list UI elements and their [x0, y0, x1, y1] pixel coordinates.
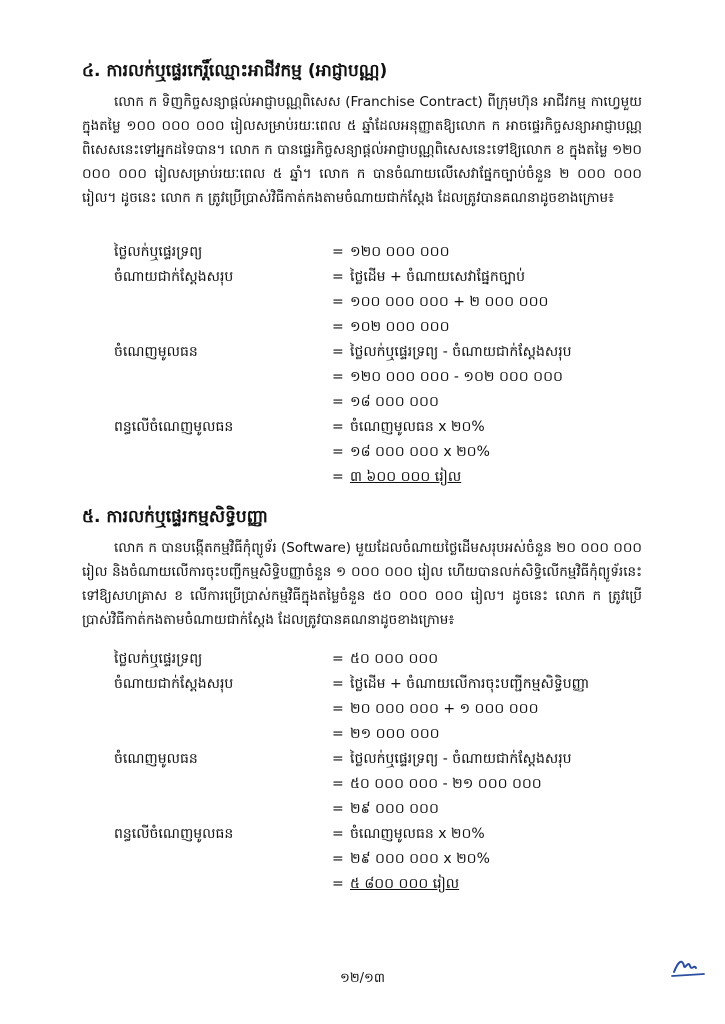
calc-label: ពន្ធលើចំណេញមូលធន	[114, 826, 234, 842]
calc-equals: =	[332, 469, 344, 485]
calc-equals: =	[332, 801, 344, 817]
calc-result: ៥ ៨០០ ០០០ រៀល	[350, 876, 460, 892]
calc-value: ២០ ០០០ ០០០ + ១ ០០០ ០០០	[350, 701, 539, 717]
calc-equals: =	[332, 344, 344, 360]
calc-equals: =	[332, 676, 344, 692]
section-5-heading: ៥. ការលក់ឬផ្ទេរកម្មសិទ្ធិបញ្ញា	[82, 507, 268, 527]
calc-label: ចំណេញមូលធន	[114, 344, 198, 360]
calc-value: ២៩ ០០០ ០០០	[350, 801, 439, 817]
section-5-paragraph	[82, 536, 642, 632]
calc-equals: =	[332, 876, 344, 892]
calc-value: ១២០ ០០០ ០០០	[350, 244, 450, 260]
calc-value: ចំណេញមូលធន x ២០%	[350, 419, 485, 435]
calc-equals: =	[332, 651, 344, 667]
calc-value: ៥០ ០០០ ០០០	[350, 651, 439, 667]
calc-value: ៥០ ០០០ ០០០ - ២១ ០០០ ០០០	[350, 776, 542, 792]
calc-equals: =	[332, 394, 344, 410]
calc-equals: =	[332, 701, 344, 717]
calc-label: ចំណាយជាក់ស្តែងសរុប	[114, 269, 234, 285]
calc-value: ១៨ ០០០ ០០០ x ២០%	[350, 444, 490, 460]
calc-equals: =	[332, 751, 344, 767]
calc-value: ១២០ ០០០ ០០០ - ១០២ ០០០ ០០០	[350, 369, 563, 385]
calc-label: ថ្លៃលក់ឬផ្ទេរទ្រព្យ	[114, 244, 203, 260]
calc-equals: =	[332, 419, 344, 435]
calc-label: ពន្ធលើចំណេញមូលធន	[114, 419, 234, 435]
calc-value: ថ្លៃដើម + ចំណាយលើការចុះបញ្ជីកម្មសិទ្ធិបញ្ញា	[350, 676, 590, 692]
calc-equals: =	[332, 244, 344, 260]
section-4-paragraph-text: លោក ក ទិញកិច្ចសន្យាផ្តល់អាជ្ញាបណ្ណពិសេស (Franchise Contract) ពីក្រុមហ៊ុន អាជីវកម្ម កាហ្វេមួយក្នុងតម្លៃ ១០០ ០០០ ០០០ រៀលសម្រាប់រយៈពេល ៥ ឆ្នាំដែលអនុញ្ញាតឱ្យលោក ក អាចផ្ទេរកិច្ចសន្យាអាជ្ញាបណ្ណពិសេសនេះទៅអ្នកដទៃបាន។ លោក ក បានផ្ទេរកិច្ចសន្យាផ្តល់អាជ្ញាបណ្ណពិសេសនេះទៅឱ្យលោក ខ ក្នុងតម្លៃ ១២០ ០០០ ០០០ រៀលសម្រាប់រយៈពេល ៥ ឆ្នាំ។ លោក ក បានចំណាយលើសេវាផ្នែកច្បាប់ចំនួន ២ ០០០ ០០០ រៀល។ ដូចនេះ លោក ក ត្រូវប្រើប្រាស់វិធីកាត់កងតាមចំណាយជាក់ស្តែង ដែលត្រូវបានគណនាដូចខាងក្រោម៖	[82, 94, 642, 206]
calc-value: ចំណេញមូលធន x ២០%	[350, 826, 485, 842]
signature-mark-icon	[668, 952, 708, 980]
calc-equals: =	[332, 826, 344, 842]
section-4-heading: ៤. ការលក់ឬផ្ទេរកេរ្តិ៍ឈ្មោះអាជីវកម្ម (អាជ្ញាបណ្ណ)	[82, 61, 388, 81]
calc-label: ចំណាយជាក់ស្តែងសរុប	[114, 676, 234, 692]
calc-value: ២១ ០០០ ០០០	[350, 726, 440, 742]
calc-equals: =	[332, 726, 344, 742]
calc-value: ១០០ ០០០ ០០០ + ២ ០០០ ០០០	[350, 294, 549, 310]
page-number: ១២/១៣	[339, 971, 385, 986]
calc-equals: =	[332, 369, 344, 385]
calc-value: ១០២ ០០០ ០០០	[350, 319, 450, 335]
calc-result: ៣ ៦០០ ០០០ រៀល	[350, 469, 462, 485]
calc-equals: =	[332, 776, 344, 792]
calc-value: ២៩ ០០០ ០០០ x ២០%	[350, 851, 490, 867]
calc-equals: =	[332, 269, 344, 285]
calc-value: ថ្លៃដើម + ចំណាយសេវាផ្នែកច្បាប់	[350, 269, 525, 285]
calc-label: ចំណេញមូលធន	[114, 751, 198, 767]
calc-equals: =	[332, 294, 344, 310]
section-5-paragraph-text: លោក ក បានបង្កើតកម្មវិធីកុំព្យូទ័រ (Software) មួយដែលចំណាយថ្លៃដើមសរុបអស់ចំនួន ២០ ០០០ ០០០ រៀល និងចំណាយលើការចុះបញ្ជីកម្មសិទ្ធិបញ្ញាចំនួន ១ ០០០ ០០០ រៀល ហើយបានលក់សិទ្ធិលើកម្មវិធីកុំព្យូទ័រនេះទៅឱ្យសហគ្រាស ខ លើការប្រើប្រាស់កម្មវិធីក្នុងតម្លៃចំនួន ៥០ ០០០ ០០០ រៀល។ ដូចនេះ លោក ក ត្រូវប្រើប្រាស់វិធីកាត់កងតាមចំណាយជាក់ស្តែង ដែលត្រូវបានគណនាដូចខាងក្រោម៖	[82, 540, 642, 628]
calc-equals: =	[332, 851, 344, 867]
calc-value: ថ្លៃលក់ឬផ្ទេរទ្រព្យ - ចំណាយជាក់ស្តែងសរុប	[350, 751, 572, 767]
section-4-paragraph	[82, 90, 642, 210]
calc-label: ថ្លៃលក់ឬផ្ទេរទ្រព្យ	[114, 651, 203, 667]
calc-value: ថ្លៃលក់ឬផ្ទេរទ្រព្យ - ចំណាយជាក់ស្តែងសរុប	[350, 344, 572, 360]
calc-equals: =	[332, 444, 344, 460]
calc-equals: =	[332, 319, 344, 335]
calc-value: ១៨ ០០០ ០០០	[350, 394, 439, 410]
